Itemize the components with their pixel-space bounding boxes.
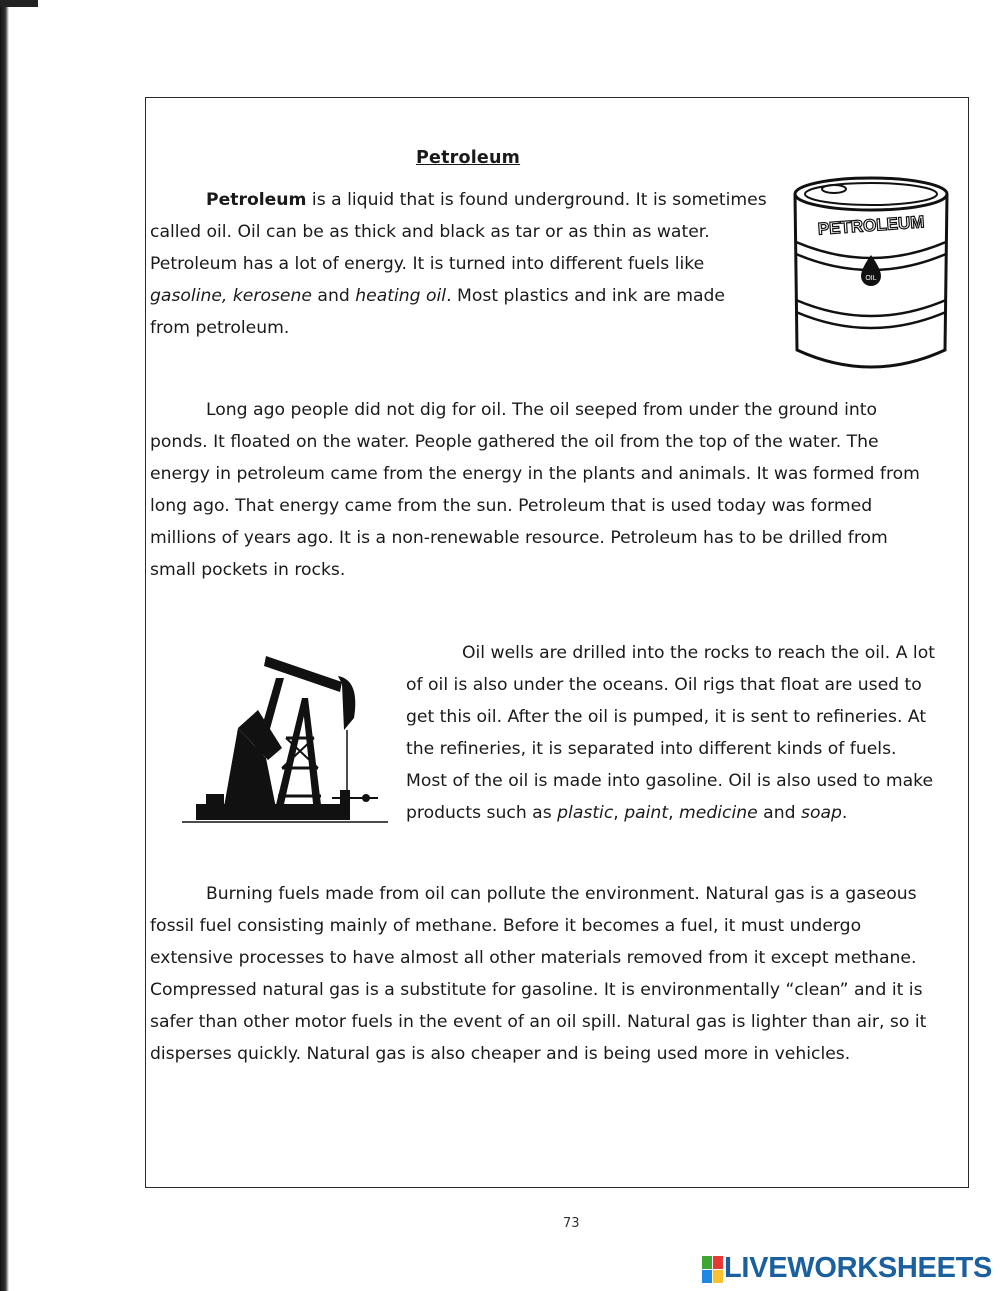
italic-term: soap [800,803,842,823]
text-line [406,765,935,797]
text-run: of oil is also under the oceans. Oil rigs that float are used to [406,675,922,695]
italic-term: gasoline, kerosene [150,286,312,306]
text-run: extensive processes to have almost all other materials removed from it except methane. [150,948,917,968]
text-line [150,490,920,522]
text-line [406,797,935,829]
logo-block-yellow [713,1270,723,1283]
text-line [150,942,926,974]
bold-term: Petroleum [206,190,307,210]
text-line [406,637,935,669]
barrel-badge: OIL [865,275,877,282]
text-run: products such as [406,803,558,823]
text-run: Petroleum has a lot of energy. It is turned into different fuels like [150,254,705,274]
text-run: small pockets in rocks. [150,560,346,580]
text-run: and [311,286,356,306]
text-line [150,426,920,458]
text-line [150,974,926,1006]
text-run: and [757,803,801,823]
text-run: called oil. Oil can be as thick and black as tar or as thin as water. [150,222,710,242]
text-line [150,522,920,554]
scan-shadow-edge [0,0,9,1291]
text-line [150,280,767,312]
liveworksheets-logo[interactable] [702,1252,992,1285]
text-line [150,216,767,248]
italic-term: medicine [679,803,758,823]
text-run: . [841,803,848,823]
paragraph-oil-wells [406,637,935,829]
text-run: energy in petroleum came from the energy in the plants and animals. It was formed from [150,464,920,484]
text-run: disperses quickly. Natural gas is also cheaper and is being used more in vehicles. [150,1044,851,1064]
text-run: . Most plastics and ink are made [446,286,725,306]
barrel-label: PETROLEUM [817,212,926,239]
text-line [150,910,926,942]
text-run: the refineries, it is separated into different kinds of fuels. [406,739,897,759]
italic-term: plastic [557,803,614,823]
text-line [150,248,767,280]
text-line [150,184,767,216]
text-run: Long ago people did not dig for oil. The oil seeped from under the ground into [206,400,878,420]
text-line [150,458,920,490]
text-line [406,669,935,701]
text-run: fossil fuel consisting mainly of methane. Before it becomes a fuel, it must undergo [150,916,862,936]
italic-term: heating oil [355,286,447,306]
paragraph-oil-origin [150,394,920,586]
text-run: Oil wells are drilled into the rocks to reach the oil. A lot [462,643,935,663]
text-line [150,394,920,426]
text-run: , [613,803,625,823]
text-run: long ago. That energy came from the sun. Petroleum that is used today was formed [150,496,873,516]
text-run: millions of years ago. It is a non-renewable resource. Petroleum has to be drilled from [150,528,888,548]
pumpjack-icon [182,648,392,828]
text-line [150,1006,926,1038]
text-line [150,554,920,586]
paragraph-petroleum-intro [150,184,767,344]
oil-barrel-icon [786,172,956,374]
text-run: , [668,803,680,823]
text-run: Compressed natural gas is a substitute for gasoline. It is environmentally “clean” and it is [150,980,923,1000]
text-line [406,733,935,765]
paragraph-natural-gas [150,878,926,1070]
italic-term: paint [624,803,669,823]
text-line [150,878,926,910]
scan-shadow-corner [0,0,38,7]
text-run: safer than other motor fuels in the event of an oil spill. Natural gas is lighter than air, so it [150,1012,927,1032]
text-run: is a liquid that is found underground. It is sometimes [306,190,767,210]
page-number: 73 [563,1216,580,1231]
logo-mark-icon [702,1256,722,1282]
text-line [150,1038,926,1070]
text-run: Burning fuels made from oil can pollute the environment. Natural gas is a gaseous [206,884,917,904]
text-run: from petroleum. [150,318,290,338]
logo-block-blue [702,1270,712,1283]
text-run: ponds. It floated on the water. People gathered the oil from the top of the water. The [150,432,879,452]
text-run: get this oil. After the oil is pumped, it is sent to refineries. At [406,707,927,727]
text-line [406,701,935,733]
page-title: Petroleum [416,148,521,168]
logo-text: LIVEWORKSHEETS [724,1252,993,1284]
text-run: Most of the oil is made into gasoline. Oil is also used to make [406,771,934,791]
logo-block-red [713,1256,723,1269]
text-line [150,312,767,344]
logo-block-green [702,1256,712,1269]
